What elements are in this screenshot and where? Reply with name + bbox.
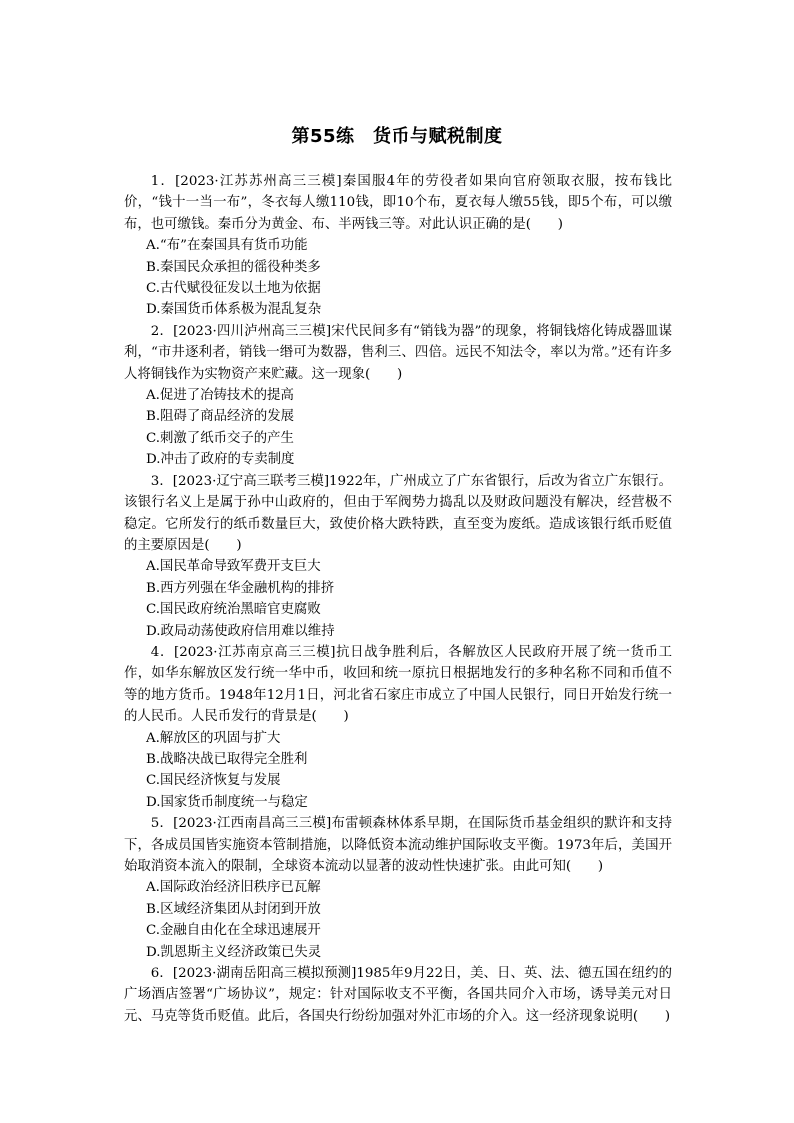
option-d: D.冲击了政府的专卖制度	[146, 452, 295, 468]
option-a: A.促进了冶铸技术的提高	[146, 388, 294, 404]
option-c: C.刺激了纸币交子的产生	[146, 430, 294, 446]
question-stem: 6．[2023·湖南岳阳高三模拟预测]1985年9月22日，美、日、英、法、德五国在纽约的广场酒店签署“广场协议”，规定：针对国际收支不平衡，各国共同介入市场，诱导美元对日元、马克等货币贬值。此后，各国央行纷纷加强对外汇市场的介入。这一经济现象说明( )	[124, 966, 672, 1024]
option-a: A.“布”在秦国具有货币功能	[146, 238, 308, 254]
question-stem: 3．[2023·辽宁高三联考三模]1922年，广州成立了广东省银行，后改为省立广东银行。该银行名义上是属于孙中山政府的，但由于军阀势力捣乱以及财政问题没有解决，经营极不稳定。它所发行的纸币数量巨大，致使价格大跌特跌，直至变为废纸。造成该银行纸币贬值的主要原因是( )	[124, 473, 672, 553]
option-b: B.秦国民众承担的徭役种类多	[146, 259, 321, 275]
option-b: B.战略决战已取得完全胜利	[146, 751, 308, 767]
option-c: C.古代赋役征发以土地为依据	[146, 281, 321, 297]
question-stem: 4．[2023·江苏南京高三三模]抗日战争胜利后，各解放区人民政府开展了统一货币工作，如华东解放区发行统一华中币，收回和统一原抗日根据地发行的多种名称不同和币值不等的地方货币。1948年12月1日，河北省石家庄市成立了中国人民银行，同日开始发行统一的人民币。人民币发行的背景是( )	[124, 644, 672, 725]
question-stem: 5．[2023·江西南昌高三三模]布雷顿森林体系早期，在国际货币基金组织的默许和支持下，各成员国皆实施资本管制措施，以降低资本流动维护国际收支平衡。1973年后，美国开始取消资本流入的限制，全球资本流动以显著的波动性快速扩张。由此可知( )	[124, 816, 672, 874]
page-title: 第55练 货币与赋税制度	[291, 126, 503, 147]
question-3	[124, 471, 672, 642]
option-d: D.政局动荡使政府信用难以维持	[146, 623, 335, 639]
question-6	[124, 963, 672, 1027]
question-list	[124, 171, 672, 1027]
option-b: B.西方列强在华金融机构的排挤	[146, 580, 335, 596]
option-a: A.国际政治经济旧秩序已瓦解	[146, 880, 321, 896]
question-stem: 2．[2023·四川泸州高三三模]宋代民间多有“销钱为器”的现象，将铜钱熔化铸成器皿谋利，“市井逐利者，销钱一缗可为数器，售利三、四倍。远民不知法令，率以为常。”还有许多人将铜钱作为实物资产来贮藏。这一现象( )	[124, 323, 672, 382]
question-5	[124, 813, 672, 963]
option-b: B.阻碍了商品经济的发展	[146, 409, 295, 425]
option-a: A.国民革命导致军费开支巨大	[146, 559, 321, 575]
question-2	[124, 321, 672, 471]
option-d: D.秦国货币体系极为混乱复杂	[146, 302, 322, 318]
option-d: D.凯恩斯主义经济政策已失灵	[146, 944, 322, 960]
option-b: B.区域经济集团从封闭到开放	[146, 901, 321, 917]
question-stem: 1．[2023·江苏苏州高三三模]秦国服4年的劳役者如果向官府领取衣服，按布钱比价，“钱十一当一布”，冬衣每人缴110钱，即10个布，夏衣每人缴55钱，即5个布，可以缴布，也可缴钱。秦币分为黄金、布、半两钱三等。对此认识正确的是( )	[124, 174, 672, 232]
question-1	[124, 171, 672, 321]
question-4	[124, 642, 672, 813]
option-c: C.国民经济恢复与发展	[146, 773, 281, 789]
option-c: C.国民政府统治黑暗官吏腐败	[146, 602, 321, 618]
option-c: C.金融自由化在全球迅速展开	[146, 923, 321, 939]
option-a: A.解放区的巩固与扩大	[146, 730, 281, 746]
option-d: D.国家货币制度统一与稳定	[146, 794, 308, 810]
